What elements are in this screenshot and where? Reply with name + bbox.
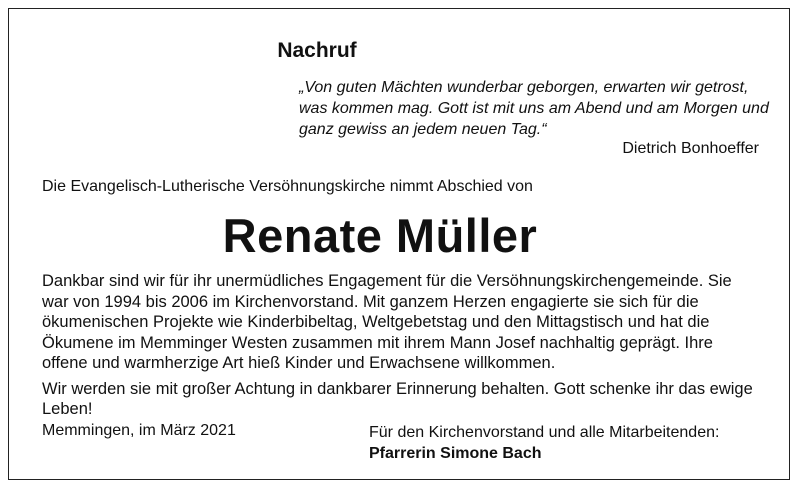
place-date: Memmingen, im März 2021 bbox=[42, 422, 236, 439]
deceased-name: Renate Müller bbox=[222, 209, 538, 262]
quote-author: Dietrich Bonhoeffer bbox=[622, 140, 759, 157]
notice-heading: Nachruf bbox=[277, 39, 357, 62]
signer-name: Pfarrerin Simone Bach bbox=[369, 445, 542, 462]
bible-quote: „Von guten Mächten wunderbar geborgen, erwarten wir getrost, was kommen mag. Gott ist mit uns am Abend und am Morgen und ganz gewiss an jedem neuen Tag.“ bbox=[299, 79, 769, 138]
tribute-paragraph: Wir werden sie mit großer Achtung in dankbarer Erinnerung behalten. Gott schenke ihr das ewige Leben! bbox=[42, 379, 753, 418]
signature-line: Für den Kirchenvorstand und alle Mitarbeitenden: bbox=[369, 424, 720, 441]
intro-line: Die Evangelisch-Lutherische Versöhnungskirche nimmt Abschied von bbox=[42, 178, 533, 195]
tribute-paragraph: Dankbar sind wir für ihr unermüdliches Engagement für die Versöhnungskirchengemeinde. Sie war von 1994 bis 2006 im Kirchenvorstand. Mit ganzem Herzen engagierte sie sich für die ökumenischen Projekte wie Kinderbibeltag, Weltgebetstag und den Mittagstisch und hat die Ökumene im Memminger Westen zusammen mit ihrem Mann Josef nachhaltig geprägt. Ihre offene und warmherzige Art hieß Kinder und Erwachsene willkommen. bbox=[42, 272, 732, 372]
tribute-text bbox=[42, 271, 762, 420]
obituary-notice bbox=[8, 8, 790, 480]
signature-block bbox=[369, 422, 719, 464]
